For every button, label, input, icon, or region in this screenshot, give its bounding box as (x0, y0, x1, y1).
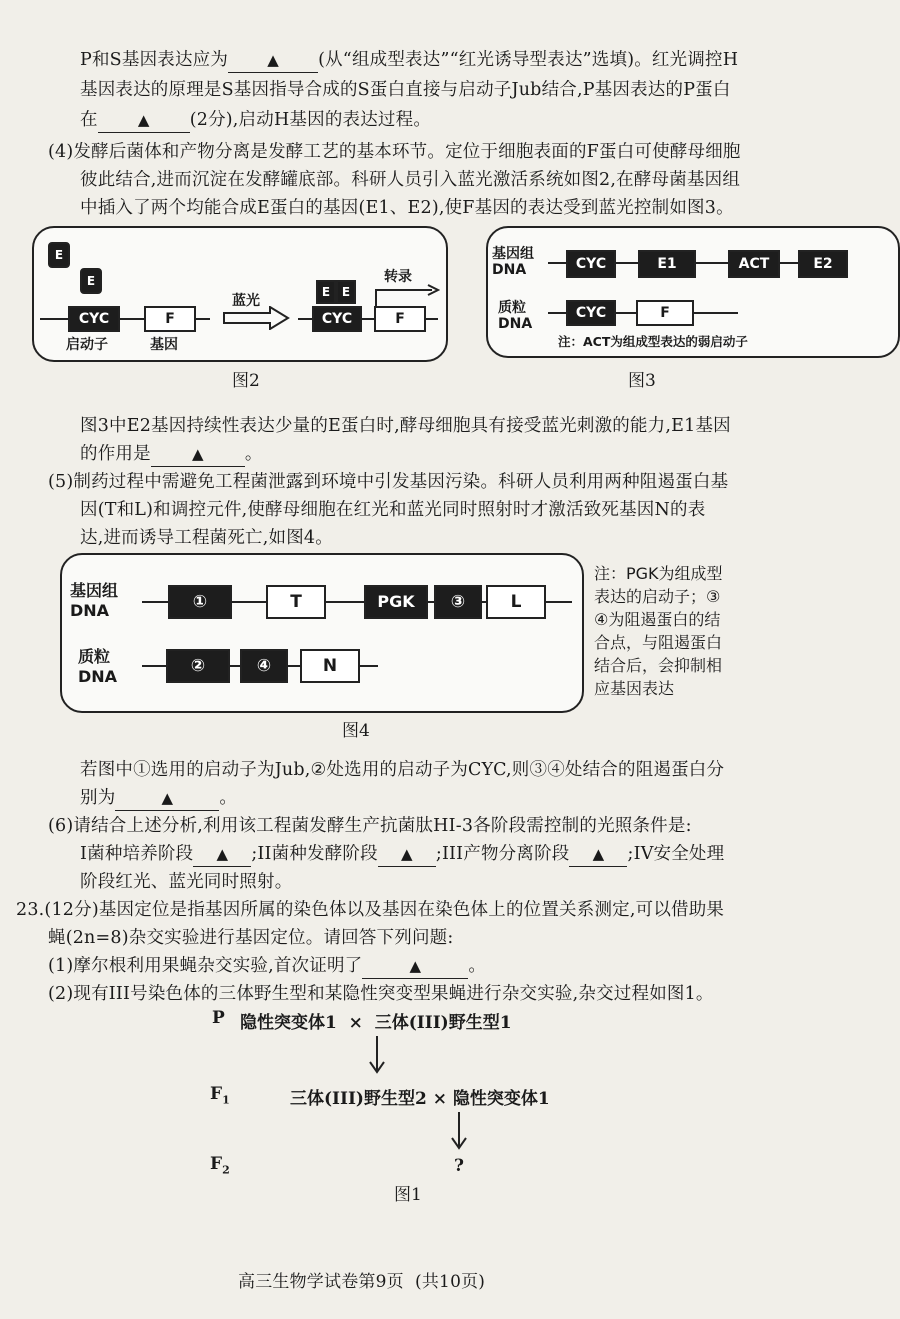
blank-triangle: ▲ (267, 51, 279, 69)
plasmid-dna-label: 质粒 DNA (78, 647, 118, 686)
genome-dna-label: 基因组 DNA (70, 581, 119, 620)
f2-label: $F_2$ (210, 1154, 230, 1177)
gene-label: 基因 (150, 337, 178, 353)
site-3: ③ (434, 585, 482, 619)
note-line: 注：PGK为组成型 (594, 564, 723, 583)
text-segment: ;II菌种发酵阶段 (251, 844, 378, 864)
cyc-promoter: CYC (312, 306, 362, 332)
text-line: 因(T和L)和调控元件,使酵母细胞在红光和蓝光同时照射时才激活致死基因N的表 (80, 500, 706, 520)
figure-3-caption: 图3 (628, 371, 656, 391)
text-line: 彼此结合,进而沉淀在发酵罐底部。科研人员引入蓝光激活系统如图2,在酵母菌基因组 (80, 170, 741, 190)
text-line: 中插入了两个均能合成E蛋白的基因(E1、E2),使F基因的表达受到蓝光控制如图3。 (80, 198, 734, 218)
p-generation-label: P (212, 1008, 225, 1028)
figure-4-caption: 图4 (342, 721, 370, 741)
answer-blank[interactable] (228, 48, 318, 73)
answer-blank[interactable] (569, 842, 627, 867)
text-segment: 别为 (80, 788, 116, 808)
figure-4 (60, 553, 584, 713)
f2-result: ? (454, 1156, 464, 1176)
note-line: 结合后，会抑制相 (594, 656, 723, 675)
plasmid-dna-label: 质粒 DNA (498, 300, 533, 332)
text-segment: 。 (244, 444, 263, 464)
text-line: 若图中①选用的启动子为Jub,②处选用的启动子为CYC,则③④处结合的阻遏蛋白分 (80, 760, 725, 780)
e-protein-icon: E (316, 280, 336, 304)
figure-3 (486, 226, 900, 358)
genome-dna-label: 基因组 DNA (492, 246, 534, 278)
answer-blank[interactable] (98, 108, 190, 133)
text-line: (4)发酵后菌体和产物分离是发酵工艺的基本环节。定位于细胞表面的F蛋白可使酵母细胞 (48, 142, 741, 162)
answer-blank[interactable] (151, 442, 245, 467)
blank-triangle: ▲ (161, 789, 174, 807)
text-segment: (1)摩尔根利用果蝇杂交实验,首次证明了 (48, 956, 363, 976)
figure-2 (32, 226, 448, 362)
text-segment: (2分),启动H基因的表达过程。 (189, 110, 432, 130)
text-line: 基因表达的原理是S基因指导合成的S蛋白直接与启动子Jub结合,P基因表达的P蛋白 (80, 80, 731, 100)
note-line: ④为阻遏蛋白的结 (594, 610, 721, 629)
site-4: ④ (240, 649, 288, 683)
blank-triangle: ▲ (592, 845, 605, 863)
text-line: (2)现有III号染色体的三体野生型和某隐性突变型果蝇进行杂交实验,杂交过程如图1。 (48, 984, 714, 1004)
text-segment: 在 (80, 110, 98, 130)
transcription-label: 转录 (384, 269, 412, 285)
text-segment: I菌种培养阶段 (80, 844, 194, 864)
text-segment: (从“组成型表达”“红光诱导型表达”选填)。红光调控H (318, 50, 739, 70)
f-gene: F (636, 300, 694, 326)
text-segment: 。 (468, 956, 487, 976)
down-arrow-icon (450, 1110, 468, 1150)
promoter-label: 启动子 (66, 337, 108, 353)
text-segment: 。 (219, 788, 238, 808)
figure-1-caption: 图1 (394, 1185, 422, 1205)
e-protein-icon: E (80, 268, 102, 294)
answer-blank[interactable] (115, 786, 219, 811)
e-protein-icon: E (336, 280, 356, 304)
text-segment: ;III产物分离阶段 (435, 844, 570, 864)
transcription-arrow-icon (374, 284, 440, 310)
figure-3-note: 注：ACT为组成型表达的弱启动子 (558, 334, 748, 349)
f1-label: $F_1$ (210, 1084, 230, 1107)
note-line: 合点，与阻遏蛋白 (594, 633, 723, 652)
answer-blank[interactable] (362, 954, 468, 979)
text-line: 阶段红光、蓝光同时照射。 (80, 872, 293, 892)
text-line (80, 786, 237, 811)
text-segment: ;IV安全处理 (627, 844, 725, 864)
l-gene: L (486, 585, 546, 619)
blue-light-arrow-icon (222, 306, 290, 330)
answer-blank[interactable] (378, 842, 436, 867)
text-segment: 的作用是 (80, 444, 151, 464)
text-line: 达,进而诱导工程菌死亡,如图4。 (80, 528, 333, 548)
cyc-promoter: CYC (68, 306, 120, 332)
text-line: (6)请结合上述分析,利用该工程菌发酵生产抗菌肽HI-3各阶段需控制的光照条件是: (48, 816, 692, 836)
page-footer: 高三生物学试卷第9页 (共10页) (238, 1272, 486, 1292)
e2-gene: E2 (798, 250, 848, 278)
answer-blank[interactable] (193, 842, 251, 867)
f1-cross: 三体(III)野生型2 × 隐性突变体1 (290, 1089, 550, 1109)
text-line: 图3中E2基因持续性表达少量的E蛋白时,酵母细胞具有接受蓝光刺激的能力,E1基因 (80, 416, 731, 436)
t-gene: T (266, 585, 326, 619)
e-protein-icon: E (48, 242, 70, 268)
text-line: 23.(12分)基因定位是指基因所属的染色体以及基因在染色体上的位置关系测定,可以借助果 (16, 900, 725, 920)
text-line (80, 108, 431, 133)
text-segment: P和S基因表达应为 (80, 50, 229, 70)
figure-4-note (594, 562, 723, 700)
text-line: 蝇(2n=8)杂交实验进行基因定位。请回答下列问题: (48, 928, 454, 948)
site-1: ① (168, 585, 232, 619)
note-line: 应基因表达 (594, 679, 675, 698)
f-gene: F (374, 306, 426, 332)
figure-2-caption: 图2 (232, 371, 260, 391)
blank-triangle: ▲ (409, 957, 422, 975)
cyc-promoter: CYC (566, 250, 616, 278)
text-line (80, 842, 724, 867)
text-line (48, 954, 486, 979)
blank-triangle: ▲ (216, 845, 229, 863)
blank-triangle: ▲ (400, 845, 413, 863)
site-2: ② (166, 649, 230, 683)
pgk-promoter: PGK (364, 585, 428, 619)
down-arrow-icon (368, 1034, 386, 1074)
text-line (80, 442, 263, 467)
blue-light-label: 蓝光 (232, 293, 260, 309)
cyc-promoter: CYC (566, 300, 616, 326)
f-gene: F (144, 306, 196, 332)
text-line (80, 48, 738, 73)
p-cross: 隐性突变体1 × 三体(III)野生型1 (240, 1013, 512, 1033)
blank-triangle: ▲ (191, 445, 204, 463)
blank-triangle: ▲ (137, 111, 150, 129)
n-gene: N (300, 649, 360, 683)
note-line: 表达的启动子；③ (594, 587, 721, 606)
e1-gene: E1 (638, 250, 696, 278)
act-promoter: ACT (728, 250, 780, 278)
text-line: (5)制药过程中需避免工程菌泄露到环境中引发基因污染。科研人员利用两种阻遏蛋白基 (48, 472, 729, 492)
